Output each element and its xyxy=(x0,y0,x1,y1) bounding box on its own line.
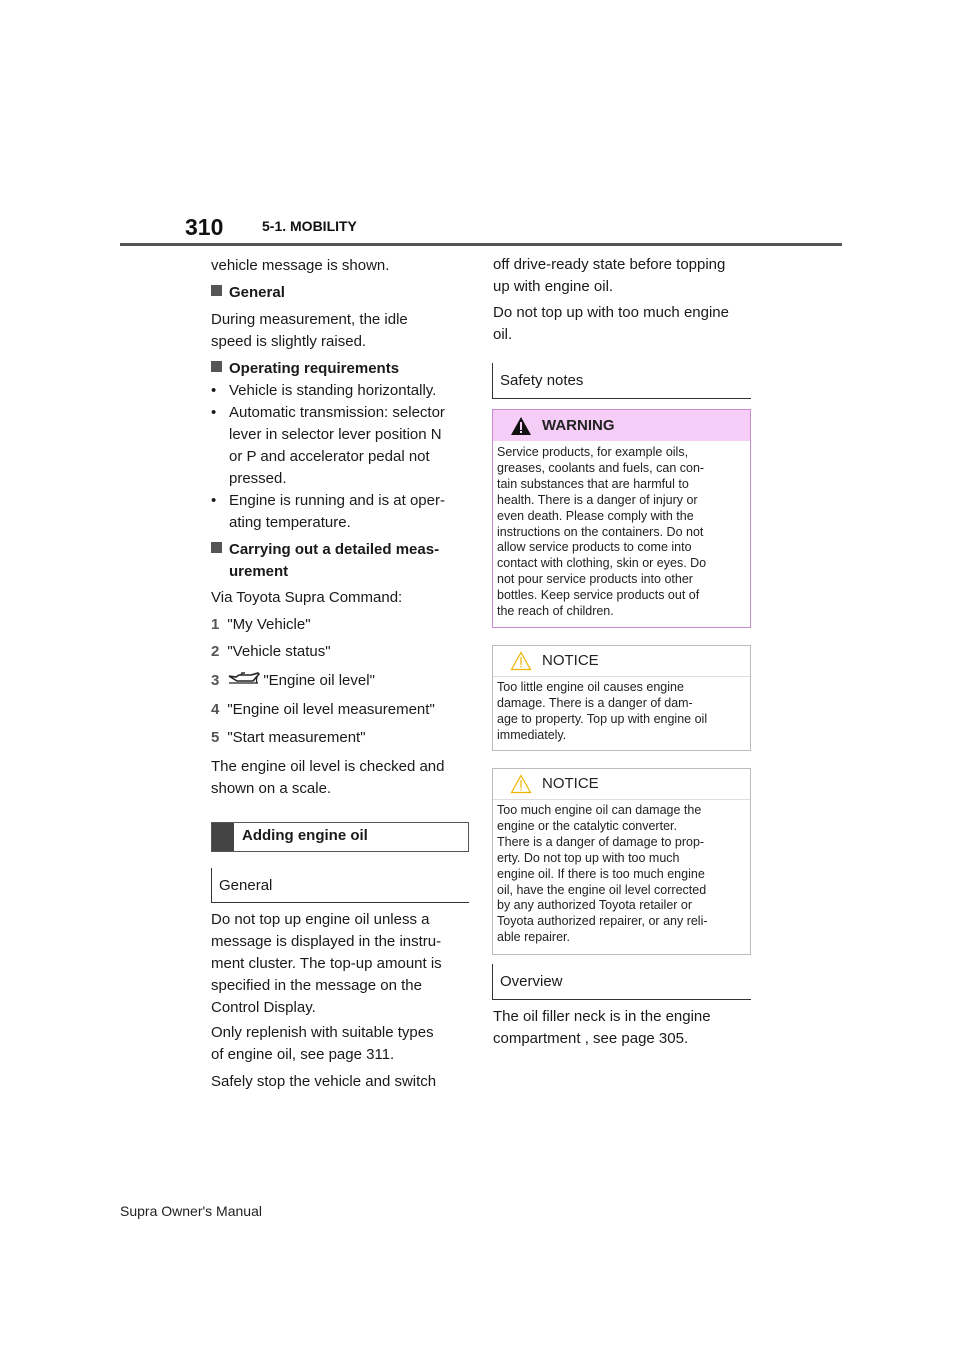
bullet-icon: • xyxy=(211,492,217,509)
page-number: 310 xyxy=(185,214,224,240)
section-bar-block xyxy=(212,823,234,851)
cont-text-1: off drive-ready state before topping up with engine oil. xyxy=(493,256,726,295)
heading-square-icon xyxy=(211,285,222,296)
list-item: • Vehicle is standing horizontally. xyxy=(211,380,471,402)
warning-box xyxy=(492,409,751,628)
warning-title: WARNING xyxy=(542,417,615,434)
intro-text: vehicle message is shown. xyxy=(211,257,390,274)
section-title: 5-1. MOBILITY xyxy=(262,218,357,234)
heading-square-icon xyxy=(211,361,222,372)
subhead-safety-notes: Safety notes xyxy=(492,363,751,399)
step-5: 5 "Start measurement" xyxy=(211,729,366,746)
para-replenish: Only replenish with suitable types of engine oil, see page 311. xyxy=(211,1024,434,1063)
notice-text: Too much engine oil can damage the engine or the catalytic converter. There is a danger of damage to prop- erty. Do not top up with too much engine oil. If there is too much engine oil, have the engine oil level corrected by any authorized Toyota retailer or Toyota authorized repairer, or any reli- able repairer. xyxy=(497,803,708,945)
notice-text: Too little engine oil causes engine damage. There is a danger of dam- age to property. Top up with engine oil immediately. xyxy=(497,680,708,742)
footer-manual-title: Supra Owner's Manual xyxy=(120,1203,262,1219)
notice-box-2 xyxy=(492,768,751,955)
heading-square-icon xyxy=(211,542,222,553)
operating-heading: Operating requirements xyxy=(211,358,399,380)
para-topup: Do not top up engine oil unless a message is displayed in the instru- ment cluster. The top-up amount is specified in the message on the Control Display. xyxy=(211,911,442,1016)
result-text: The engine oil level is checked and shown on a scale. xyxy=(211,758,445,797)
general-text: During measurement, the idle speed is slightly raised. xyxy=(211,311,408,350)
warning-triangle-icon xyxy=(510,416,532,436)
general-heading: General xyxy=(211,282,285,304)
list-item: • Automatic transmission: selector lever in selector lever position N or P and accelerator pedal not pressed. xyxy=(211,404,445,487)
para-stop: Safely stop the vehicle and switch xyxy=(211,1073,437,1090)
bullet-icon: • xyxy=(211,382,217,399)
cont-text-2: Do not top up with too much engine oil. xyxy=(493,304,729,343)
bullet-icon: • xyxy=(211,404,217,421)
notice-box-1 xyxy=(492,645,751,751)
step-4: 4 "Engine oil level measurement" xyxy=(211,701,435,718)
notice-title: NOTICE xyxy=(542,775,599,792)
subhead-general: General xyxy=(211,868,469,903)
step-3: 3 "Engine oil level" xyxy=(211,672,375,689)
notice-header xyxy=(493,646,750,677)
list-item: • Engine is running and is at oper- ating temperature. xyxy=(211,492,445,531)
section-bar-adding-engine-oil: Adding engine oil xyxy=(211,822,469,852)
notice-header xyxy=(493,769,750,800)
oil-can-icon xyxy=(227,672,261,686)
subhead-overview: Overview xyxy=(492,964,751,1000)
detailed-heading: Carrying out a detailed meas- urement xyxy=(211,539,439,583)
overview-text: The oil filler neck is in the engine compartment , see page 305. xyxy=(493,1008,711,1047)
step-2: 2 "Vehicle status" xyxy=(211,643,331,660)
step-1: 1 "My Vehicle" xyxy=(211,616,311,633)
notice-title: NOTICE xyxy=(542,652,599,669)
notice-triangle-icon xyxy=(510,774,532,794)
via-text: Via Toyota Supra Command: xyxy=(211,589,403,606)
notice-triangle-icon xyxy=(510,651,532,671)
header-rule xyxy=(120,243,842,246)
warning-header xyxy=(493,410,750,441)
operating-list xyxy=(211,380,471,534)
warning-text: Service products, for example oils, greases, coolants and fuels, can con- tain substances that are harmful to health. There is a danger of injury or even death. Please comply with the instructions on the containers. Do not allow service products to come into contact with clothing, skin or eyes. Do not pour service products into other bottles. Keep service products out of the reach of children. xyxy=(497,445,707,619)
